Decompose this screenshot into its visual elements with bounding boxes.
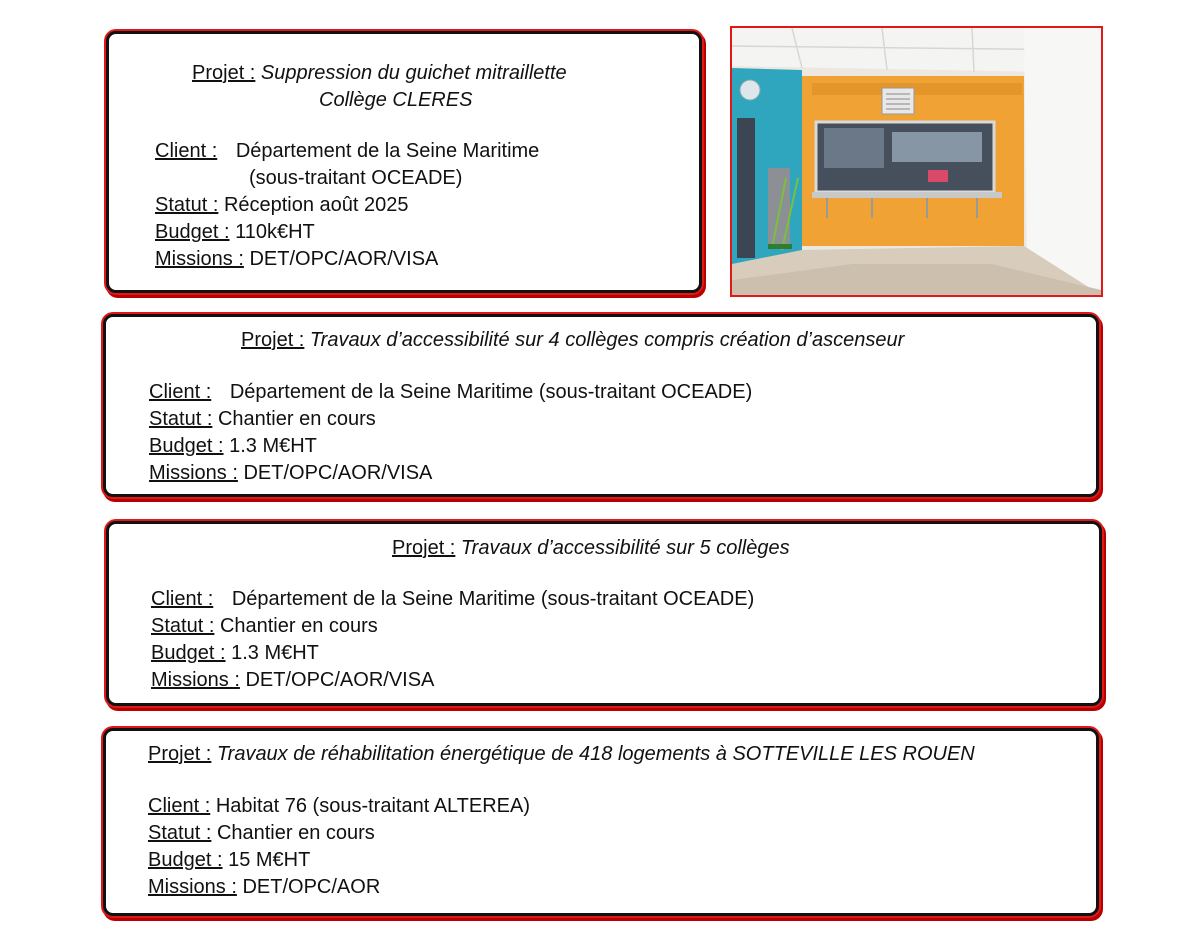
project-label: Projet : <box>241 329 305 351</box>
missions-row <box>148 874 380 901</box>
client-label: Client : <box>151 588 214 610</box>
status-row <box>155 192 409 219</box>
wall-lamp <box>740 80 760 100</box>
missions-value: DET/OPC/AOR/VISA <box>249 248 439 270</box>
cafeteria-photo-illustration <box>732 28 1101 295</box>
missions-row <box>149 460 432 487</box>
project-title: Travaux d’accessibilité sur 4 collèges compris création d’ascenseur <box>309 329 905 351</box>
budget-value: 1.3 M€HT <box>231 642 319 664</box>
status-row <box>149 406 376 433</box>
client-label: Client : <box>149 381 212 403</box>
project-title-line <box>148 742 975 766</box>
client-value: Département de la Seine Maritime (sous-traitant OCEADE) <box>229 381 753 403</box>
project-card-1 <box>106 31 702 293</box>
status-value: Chantier en cours <box>219 615 378 637</box>
project-card-2 <box>103 314 1099 497</box>
project-label: Projet : <box>192 62 256 84</box>
budget-label: Budget : <box>151 642 226 664</box>
orange-wall-band <box>812 83 1022 95</box>
left-wall-opening <box>737 118 755 258</box>
missions-value: DET/OPC/AOR <box>242 876 381 898</box>
project-title-line <box>241 328 904 352</box>
project-label: Projet : <box>392 537 456 559</box>
status-value: Réception août 2025 <box>223 194 409 216</box>
project-title-line-1 <box>192 61 567 85</box>
budget-value: 15 M€HT <box>228 849 311 871</box>
client-value: Département de la Seine Maritime <box>235 140 540 162</box>
vent-grille <box>882 88 914 114</box>
project-photo <box>730 26 1103 297</box>
mop-head <box>768 244 792 249</box>
missions-label: Missions : <box>149 462 238 484</box>
missions-value: DET/OPC/AOR/VISA <box>245 669 435 691</box>
client-value: Département de la Seine Maritime (sous-traitant OCEADE) <box>231 588 755 610</box>
client-label: Client : <box>155 140 218 162</box>
status-label: Statut : <box>155 194 219 216</box>
status-value: Chantier en cours <box>216 822 375 844</box>
budget-row <box>155 219 315 246</box>
client-value: Habitat 76 (sous-traitant ALTEREA) <box>215 795 531 817</box>
project-label: Projet : <box>148 743 212 765</box>
missions-value: DET/OPC/AOR/VISA <box>243 462 433 484</box>
client-row <box>148 793 530 820</box>
missions-row <box>155 246 438 273</box>
missions-row <box>151 667 434 694</box>
project-title: Travaux d’accessibilité sur 5 collèges <box>460 537 790 559</box>
status-label: Statut : <box>149 408 213 430</box>
budget-label: Budget : <box>148 849 223 871</box>
status-row <box>151 613 378 640</box>
project-title: Travaux de réhabilitation énergétique de 418 logements à SOTTEVILLE LES ROUEN <box>216 743 975 765</box>
project-title-cont: Collège CLERES <box>319 89 473 111</box>
budget-row <box>149 433 317 460</box>
missions-label: Missions : <box>151 669 240 691</box>
kitchen-object <box>928 170 948 182</box>
status-label: Statut : <box>148 822 212 844</box>
client-row-cont <box>249 165 462 192</box>
client-label: Client : <box>148 795 211 817</box>
project-title-line <box>392 536 790 560</box>
client-row <box>151 586 754 613</box>
budget-value: 110k€HT <box>235 221 315 243</box>
budget-label: Budget : <box>149 435 224 457</box>
project-card-4 <box>103 728 1099 916</box>
budget-row <box>151 640 319 667</box>
status-value: Chantier en cours <box>217 408 376 430</box>
project-title-line-2 <box>319 88 472 112</box>
status-label: Statut : <box>151 615 215 637</box>
budget-value: 1.3 M€HT <box>229 435 317 457</box>
kitchen-interior <box>892 132 982 162</box>
budget-label: Budget : <box>155 221 230 243</box>
status-row <box>148 820 375 847</box>
project-card-3 <box>106 521 1102 706</box>
client-value-cont: (sous-traitant OCEADE) <box>249 167 463 189</box>
kitchen-interior <box>824 128 884 168</box>
client-row <box>149 379 752 406</box>
budget-row <box>148 847 310 874</box>
project-title: Suppression du guichet mitraillette <box>260 62 567 84</box>
serving-shelf <box>812 192 1002 198</box>
client-row <box>155 138 539 165</box>
missions-label: Missions : <box>155 248 244 270</box>
missions-label: Missions : <box>148 876 237 898</box>
cabinet <box>768 168 790 246</box>
